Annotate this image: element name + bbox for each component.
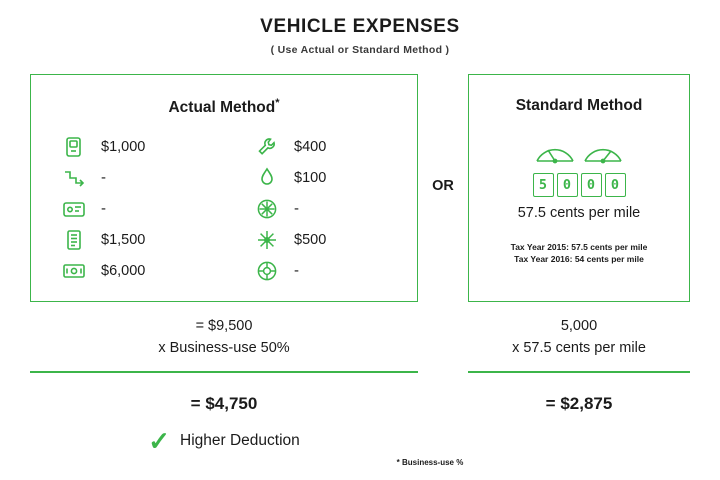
standard-method-heading: Standard Method xyxy=(515,97,643,114)
expense-row xyxy=(252,131,417,162)
actual-method-right-column xyxy=(224,131,417,286)
tire-icon xyxy=(252,258,282,284)
higher-deduction-callout xyxy=(30,428,418,454)
footnote: * Business-use % xyxy=(396,458,464,467)
check-mark-icon: ✓ xyxy=(148,426,171,456)
standard-total-divider xyxy=(468,371,690,373)
expense-row xyxy=(59,131,224,162)
standard-method-panel xyxy=(468,74,690,302)
standard-rate-multiplier: x 57.5 cents per mile xyxy=(512,340,646,356)
standard-rate-label: 57.5 cents per mile xyxy=(517,205,641,221)
expense-value: - xyxy=(294,262,299,279)
expense-row xyxy=(59,193,224,224)
expense-row xyxy=(252,193,417,224)
dual-gauge-icon xyxy=(469,131,689,170)
tax-year-note: Tax Year 2015: 57.5 cents per mile xyxy=(510,242,648,252)
depreciation-chart-icon xyxy=(59,165,89,191)
snowflake-icon xyxy=(252,196,282,222)
actual-method-panel xyxy=(30,74,418,302)
actual-business-use-line: x Business-use 50% xyxy=(158,340,290,356)
expense-value: $1,500 xyxy=(101,231,146,248)
tax-year-notes xyxy=(469,241,689,266)
odometer-display xyxy=(469,173,689,197)
page-title: VEHICLE EXPENSES xyxy=(260,16,460,37)
receipt-icon xyxy=(59,227,89,253)
expense-value: $100 xyxy=(294,169,327,186)
standard-total-result: = $2,875 xyxy=(545,394,613,413)
gas-pump-icon xyxy=(59,134,89,160)
or-separator-label: OR xyxy=(432,178,454,194)
odometer-digit: 0 xyxy=(557,173,578,197)
expense-value: - xyxy=(101,200,106,217)
actual-method-heading xyxy=(31,97,417,117)
expense-value: - xyxy=(101,169,106,186)
actual-total-divider xyxy=(30,371,418,373)
actual-subtotal: = $9,500 xyxy=(195,318,253,334)
wrench-icon xyxy=(252,134,282,160)
oil-drop-icon xyxy=(252,165,282,191)
standard-miles: 5,000 xyxy=(560,318,598,334)
actual-method-expense-columns xyxy=(31,131,417,286)
expense-row xyxy=(252,162,417,193)
car-wash-icon xyxy=(252,227,282,253)
expense-row xyxy=(59,162,224,193)
expense-row xyxy=(252,255,417,286)
odometer-digit: 5 xyxy=(533,173,554,197)
expense-value: $500 xyxy=(294,231,327,248)
registration-card-icon xyxy=(59,196,89,222)
page-subtitle: ( Use Actual or Standard Method ) xyxy=(270,44,450,56)
odometer-digit: 0 xyxy=(605,173,626,197)
expense-value: $1,000 xyxy=(101,138,146,155)
actual-method-heading-text: Actual Method xyxy=(168,99,276,117)
expense-row xyxy=(59,255,224,286)
expense-value: - xyxy=(294,200,299,217)
actual-method-left-column xyxy=(31,131,224,286)
cash-bill-icon xyxy=(59,258,89,284)
expense-row xyxy=(59,224,224,255)
odometer-digit: 0 xyxy=(581,173,602,197)
tax-year-note: Tax Year 2016: 54 cents per mile xyxy=(514,254,644,265)
expense-value: $6,000 xyxy=(101,262,146,279)
actual-total-result: = $4,750 xyxy=(190,394,258,413)
expense-value: $400 xyxy=(294,138,327,155)
expense-row xyxy=(252,224,417,255)
higher-deduction-label: Higher Deduction xyxy=(180,432,300,449)
actual-method-heading-asterisk: * xyxy=(275,97,280,109)
